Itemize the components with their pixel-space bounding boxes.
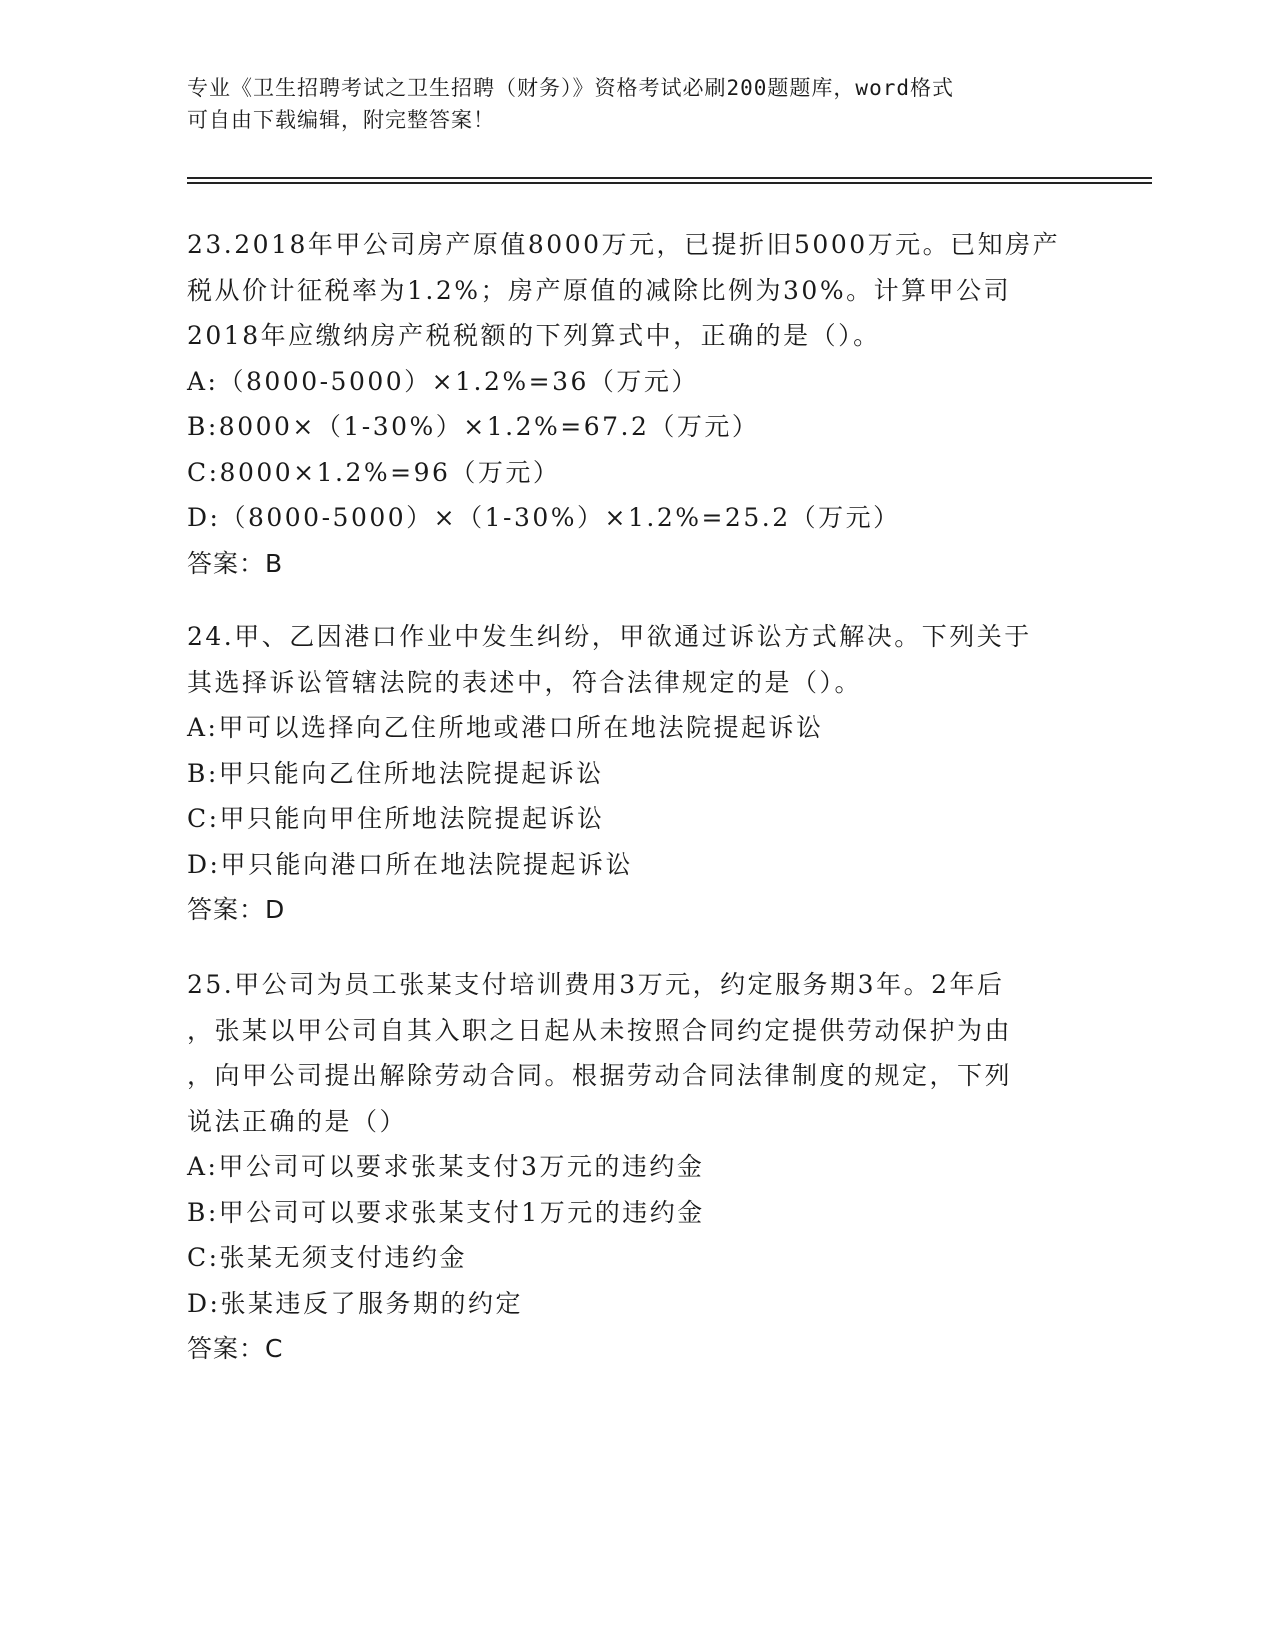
question-stem-line: 23.2018年甲公司房产原值8000万元，已提折旧5000万元。已知房产 [187,230,1061,259]
question-25 [187,962,1087,1372]
answer-label: 答案：B [187,548,284,578]
option-b: B:甲只能向乙住所地法院提起诉讼 [187,758,604,788]
question-stem-line: 税从价计征税率为1.2%；房产原值的减除比例为30%。计算甲公司 [187,275,1012,305]
option-d: D:甲只能向港口所在地法院提起诉讼 [187,849,633,879]
option-c: C:甲只能向甲住所地法院提起诉讼 [187,804,605,833]
option-d: D:（8000-5000）×（1-30%）×1.2%=25.2（万元） [187,503,901,532]
option-c: C:张某无须支付违约金 [187,1243,468,1272]
document-header [187,72,1087,136]
question-stem-line: 24.甲、乙因港口作业中发生纠纷，甲欲通过诉讼方式解决。下列关于 [187,622,1032,651]
option-b: B:8000×（1-30%）×1.2%=67.2（万元） [187,412,760,441]
header-line-2: 可自由下载编辑，附完整答案！ [187,108,495,132]
question-stem-line: ，向甲公司提出解除劳动合同。根据劳动合同法律制度的规定，下列 [187,1061,1013,1090]
question-stem-line: 2018年应缴纳房产税税额的下列算式中，正确的是（）。 [187,321,881,350]
header-divider-bottom [187,182,1152,184]
question-stem-line: ，张某以甲公司自其入职之日起从未按照合同约定提供劳动保护为由 [187,1015,1013,1045]
option-a: A:甲公司可以要求张某支付3万元的违约金 [187,1152,705,1181]
question-24 [187,614,1087,933]
question-stem [187,222,1087,359]
option-a: A:（8000-5000）×1.2%=36（万元） [187,366,699,396]
question-stem-line: 其选择诉讼管辖法院的表述中，符合法律规定的是（）。 [187,667,863,697]
option-a: A:甲可以选择向乙住所地或港口所在地法院提起诉讼 [187,713,824,742]
option-b: B:甲公司可以要求张某支付1万元的违约金 [187,1197,705,1227]
option-c: C:8000×1.2%=96（万元） [187,457,561,487]
question-stem-line: 说法正确的是（） [187,1106,408,1136]
question-23 [187,222,1087,586]
option-d: D:张某违反了服务期的约定 [187,1288,523,1318]
header-line-1: 专业《卫生招聘考试之卫生招聘（财务）》资格考试必刷200题题库，word格式 [187,76,954,100]
answer-label: 答案：C [187,1334,284,1363]
question-stem [187,614,1087,705]
answer-label: 答案：D [187,895,286,924]
question-stem-line: 25.甲公司为员工张某支付培训费用3万元，约定服务期3年。2年后 [187,970,1005,999]
header-divider-top [187,177,1152,179]
question-stem [187,962,1087,1144]
